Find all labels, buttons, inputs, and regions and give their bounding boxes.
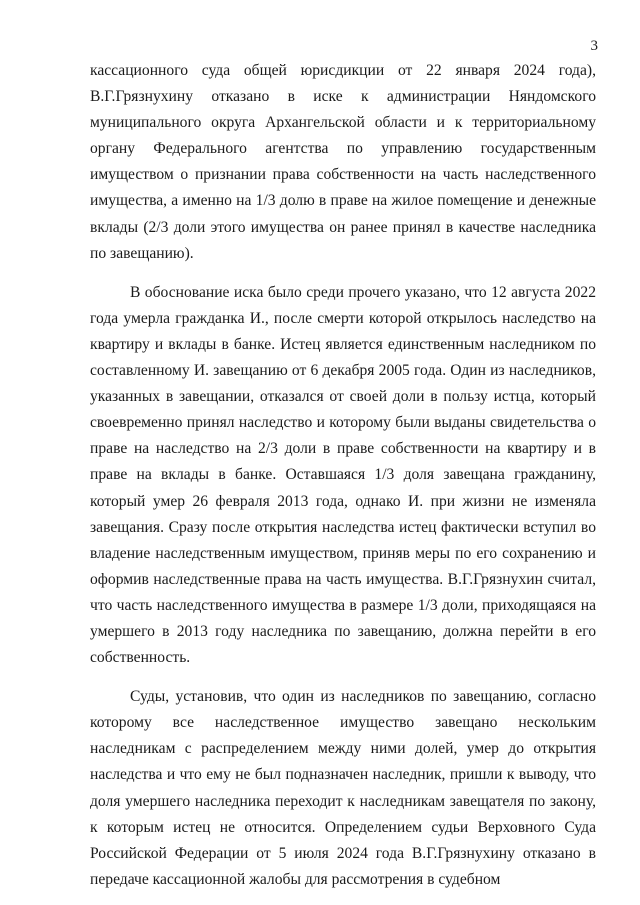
paragraph-continuation: кассационного суда общей юрисдикции от 22 января 2024 года), В.Г.Грязнухину отказано в иске к администрации Няндомского муниципального округа Архангельской области и к территориальному органу Федерального агентства по управлению государственным имуществом о признании права собственности на часть наследственного имущества, а именно на 1/3 долю в праве на жилое помещение и денежные вклады (2/3 доли этого имущества он ранее принял в качестве наследника по завещанию). bbox=[90, 62, 596, 262]
paragraph-court-findings: Суды, установив, что один из наследников по завещанию, согласно которому все наследственное имущество завещано нескольким наследникам с распределением между ними долей, умер до открытия наследства и что ему не был подназначен наследник, пришли к выводу, что доля умершего наследника переходит к наследникам завещателя по закону, к которым истец не относится. Определением судьи Верховного Суда Российской Федерации от 5 июля 2024 года В.Г.Грязнухину отказано в передаче кассационной жалобы для рассмотрения в судебном bbox=[90, 688, 596, 888]
document-body bbox=[90, 58, 596, 893]
page-number: 3 bbox=[590, 38, 598, 54]
paragraph-claim-grounds: В обоснование иска было среди прочего указано, что 12 августа 2022 года умерла гражданка И., после смерти которой открылось наследство на квартиру и вклады в банке. Истец является единственным наследником по составленному И. завещанию от 6 декабря 2005 года. Один из наследников, указанных в завещании, отказался от своей доли в пользу истца, который своевременно принял наследство и которому были выданы свидетельства о праве на наследство на 2/3 доли в праве собственности на квартиру и в праве на вклады в банке. Оставшаяся 1/3 доля завещана гражданину, который умер 26 февраля 2013 года, однако И. при жизни не изменяла завещания. Сразу после открытия наследства истец фактически вступил во владение наследственным имуществом, приняв меры по его сохранению и оформив наследственные права на часть имущества. В.Г.Грязнухин считал, что часть наследственного имущества в размере 1/3 доли, приходящаяся на умершего в 2013 году наследника по завещанию, должна перейти в его собственность. bbox=[90, 283, 596, 667]
